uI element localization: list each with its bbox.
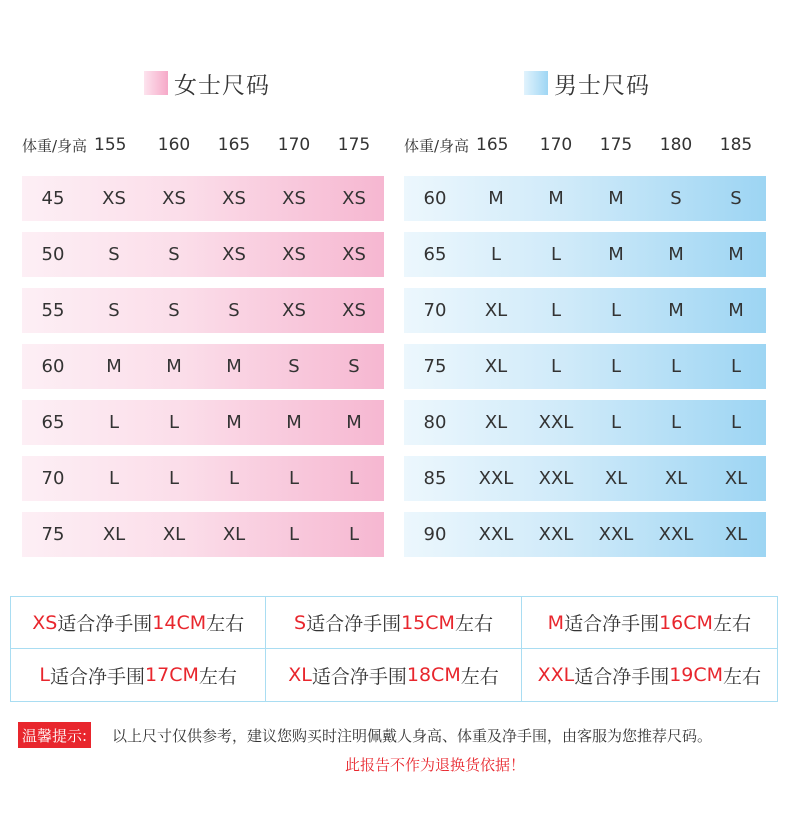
table-row (22, 288, 384, 333)
wrist-measure: 16CM (659, 611, 713, 634)
size-cell: L (670, 356, 682, 377)
size-cell: XS (222, 244, 246, 265)
wrist-measure: 19CM (669, 664, 724, 686)
size-cell: L (228, 468, 240, 489)
weight-cell: 65 (41, 412, 65, 433)
size-cell: M (106, 356, 122, 377)
wrist-size-code: L (39, 664, 51, 686)
wrist-size-cell (11, 597, 266, 649)
size-cell: XL (222, 524, 246, 545)
table-row (404, 512, 766, 557)
header-height: 155 (94, 135, 127, 155)
size-cell: L (550, 356, 562, 377)
men-table-header (404, 128, 766, 162)
size-cell: L (108, 468, 120, 489)
size-cell: XS (102, 188, 126, 209)
size-cell: L (348, 524, 360, 545)
women-table-header (22, 128, 384, 162)
men-title-text: 男士尺码 (554, 72, 650, 99)
weight-cell: 70 (423, 300, 447, 321)
size-cell: M (488, 188, 504, 209)
size-cell: XS (342, 244, 366, 265)
weight-cell: 85 (423, 468, 447, 489)
weight-cell: 75 (423, 356, 447, 377)
wrist-size-code: S (294, 611, 307, 634)
header-height: 165 (476, 135, 509, 155)
size-cell: S (108, 244, 120, 265)
wrist-size-cell (266, 649, 521, 701)
wrist-size-cell (266, 597, 521, 649)
size-cell: S (228, 300, 240, 321)
header-height: 185 (719, 135, 753, 155)
size-cell: M (226, 356, 242, 377)
size-cell: S (348, 356, 360, 377)
size-cell: M (166, 356, 182, 377)
wrist-fit-text: 适合净手围 (50, 665, 146, 688)
wrist-approx-text: 左右 (712, 613, 751, 635)
table-row (22, 344, 384, 389)
women-size-table (22, 128, 384, 568)
size-cell: XL (484, 356, 508, 377)
size-cell: XS (342, 300, 366, 321)
size-cell: XL (102, 524, 126, 545)
size-cell: S (168, 300, 180, 321)
table-row (404, 344, 766, 389)
wrist-size-grid (10, 596, 778, 702)
weight-cell: 80 (423, 412, 447, 433)
size-cell: L (610, 412, 622, 433)
size-cell: XL (162, 524, 186, 545)
size-cell: XXL (478, 524, 514, 545)
weight-cell: 45 (41, 188, 65, 209)
weight-cell: 65 (423, 244, 447, 265)
wrist-size-code: XL (288, 664, 312, 686)
table-row (22, 400, 384, 445)
size-cell: L (730, 412, 742, 433)
size-cell: XL (664, 468, 688, 489)
size-cell: M (608, 188, 624, 209)
size-cell: L (550, 244, 562, 265)
size-cell: L (288, 524, 300, 545)
wrist-fit-text: 适合净手围 (57, 613, 153, 635)
size-cell: M (226, 412, 242, 433)
header-label: 体重/身高 (22, 136, 88, 155)
pink-swatch-icon (144, 71, 168, 95)
wrist-size-cell (522, 597, 777, 649)
tip-warning: 此报告不作为退换货依据！ (345, 756, 526, 774)
size-cell: L (550, 300, 562, 321)
size-cell: XS (282, 188, 306, 209)
header-height: 175 (337, 135, 371, 155)
size-cell: L (168, 412, 180, 433)
size-cell: XXL (478, 468, 514, 489)
weight-cell: 60 (423, 188, 447, 209)
size-cell: XXL (538, 468, 574, 489)
table-row (22, 456, 384, 501)
size-cell: XXL (658, 524, 694, 545)
size-cell: XL (604, 468, 628, 489)
wrist-size-code: XS (32, 611, 58, 634)
size-cell: XL (484, 300, 508, 321)
size-cell: M (608, 244, 624, 265)
size-cell: XL (724, 468, 748, 489)
wrist-approx-text: 左右 (454, 613, 493, 635)
table-row (404, 288, 766, 333)
header-height: 160 (157, 135, 191, 155)
size-cell: XS (222, 188, 246, 209)
tip-text: 以上尺寸仅供参考，建议您购买时注明佩戴人身高、体重及净手围，由客服为您推荐尺码。 (112, 727, 713, 745)
size-cell: XS (282, 244, 306, 265)
size-cell: M (548, 188, 564, 209)
wrist-fit-text: 适合净手围 (574, 665, 670, 688)
size-cell: M (728, 244, 744, 265)
men-size-table (404, 128, 766, 568)
size-cell: L (288, 468, 300, 489)
header-height: 175 (599, 135, 633, 155)
size-cell: S (108, 300, 120, 321)
size-cell: S (730, 188, 742, 209)
wrist-size-code: XXL (537, 664, 575, 686)
size-cell: M (728, 300, 744, 321)
table-row (22, 176, 384, 221)
wrist-size-code: M (547, 611, 565, 634)
weight-cell: 50 (41, 244, 65, 265)
women-size-title (144, 66, 270, 100)
size-cell: XS (282, 300, 306, 321)
size-cell: L (348, 468, 360, 489)
wrist-fit-text: 适合净手围 (311, 665, 407, 688)
table-row (404, 400, 766, 445)
wrist-size-cell (11, 649, 266, 701)
wrist-measure: 17CM (145, 664, 199, 686)
table-row (22, 232, 384, 277)
size-cell: M (668, 244, 684, 265)
wrist-approx-text: 左右 (460, 665, 499, 688)
table-row (404, 176, 766, 221)
weight-cell: 75 (41, 524, 65, 545)
header-label: 体重/身高 (404, 136, 470, 155)
men-size-title (524, 66, 650, 100)
size-cell: M (286, 412, 302, 433)
size-cell: L (610, 356, 622, 377)
wrist-size-cell (522, 649, 777, 701)
size-cell: S (670, 188, 682, 209)
wrist-fit-text: 适合净手围 (306, 613, 402, 635)
header-height: 170 (539, 135, 573, 155)
weight-cell: 70 (41, 468, 65, 489)
tip-label: 温馨提示: (18, 722, 91, 748)
header-height: 165 (217, 135, 251, 155)
women-title-text: 女士尺码 (174, 72, 270, 99)
size-cell: L (730, 356, 742, 377)
size-cell: L (610, 300, 622, 321)
size-cell: L (168, 468, 180, 489)
table-row (22, 512, 384, 557)
size-cell: XL (724, 524, 748, 545)
size-cell: M (346, 412, 362, 433)
table-row (404, 456, 766, 501)
header-height: 180 (659, 135, 693, 155)
wrist-approx-text: 左右 (723, 665, 762, 688)
weight-cell: 90 (423, 524, 447, 545)
size-cell: M (668, 300, 684, 321)
size-cell: XXL (538, 524, 574, 545)
blue-swatch-icon (524, 71, 548, 95)
wrist-approx-text: 左右 (206, 613, 245, 635)
size-cell: XL (484, 412, 508, 433)
size-cell: XS (342, 188, 366, 209)
size-cell: XXL (538, 412, 574, 433)
size-cell: L (670, 412, 682, 433)
wrist-approx-text: 左右 (198, 665, 237, 688)
wrist-measure: 14CM (152, 611, 207, 634)
wrist-measure: 15CM (401, 611, 455, 634)
size-cell: S (168, 244, 180, 265)
header-height: 170 (277, 135, 311, 155)
table-row (404, 232, 766, 277)
size-cell: XXL (598, 524, 634, 545)
size-cell: S (288, 356, 300, 377)
wrist-fit-text: 适合净手围 (564, 613, 660, 635)
wrist-measure: 18CM (406, 664, 461, 686)
size-cell: XS (162, 188, 186, 209)
weight-cell: 60 (41, 356, 65, 377)
size-cell: L (108, 412, 120, 433)
weight-cell: 55 (41, 300, 65, 321)
size-cell: L (490, 244, 502, 265)
